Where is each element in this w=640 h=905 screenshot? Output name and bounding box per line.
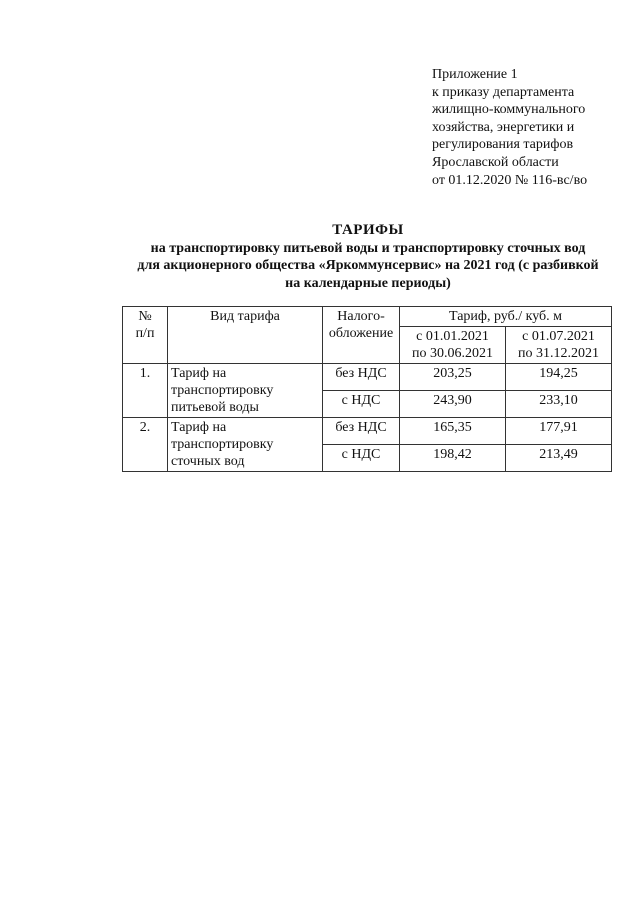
document-title — [108, 222, 628, 292]
row-num: 1. — [123, 364, 168, 418]
row-kind — [168, 364, 323, 418]
table-row — [123, 418, 612, 445]
row-value: 198,42 — [400, 445, 506, 472]
kind-line: Тариф на — [171, 420, 227, 435]
appendix-line: хозяйства, энергетики и — [432, 119, 575, 135]
title-line: на транспортировку питьевой воды и транспортировку сточных вод — [150, 240, 586, 256]
row-value: 243,90 — [400, 391, 506, 418]
appendix-line: к приказу департамента — [432, 84, 575, 100]
title-main: ТАРИФЫ — [332, 222, 404, 238]
appendix-block — [432, 66, 587, 189]
row-tax-label: без НДС — [323, 418, 400, 445]
period-line: по 30.06.2021 — [412, 346, 493, 361]
header-tax-line: Налого- — [337, 309, 385, 324]
header-tax-line: обложение — [328, 326, 394, 341]
row-kind — [168, 418, 323, 472]
appendix-line: жилищно-коммунального — [432, 102, 586, 118]
title-line: на календарные периоды) — [285, 275, 451, 291]
tariffs-table — [122, 306, 612, 472]
row-value: 203,25 — [400, 364, 506, 391]
kind-line: питьевой воды — [171, 400, 259, 415]
header-num — [123, 307, 168, 364]
header-num-line: п/п — [135, 326, 155, 341]
row-value: 165,35 — [400, 418, 506, 445]
header-period-2 — [506, 327, 612, 364]
period-line: с 01.01.2021 — [416, 329, 489, 344]
table-header-row — [123, 307, 612, 327]
header-num-line: № — [138, 309, 152, 324]
appendix-line: от 01.12.2020 № 116-вс/во — [432, 172, 588, 188]
row-num: 2. — [123, 418, 168, 472]
header-tariff: Тариф, руб./ куб. м — [400, 307, 612, 327]
kind-line: транспортировку — [171, 383, 274, 398]
row-tax-label: с НДС — [323, 445, 400, 472]
appendix-line: Приложение 1 — [432, 67, 518, 82]
period-line: по 31.12.2021 — [518, 346, 599, 361]
table-row — [123, 364, 612, 391]
period-line: с 01.07.2021 — [522, 329, 595, 344]
row-tax-label: с НДС — [323, 391, 400, 418]
header-period-1 — [400, 327, 506, 364]
kind-line: сточных вод — [171, 454, 245, 469]
header-tax — [323, 307, 400, 364]
kind-line: Тариф на — [171, 366, 227, 381]
row-tax-label: без НДС — [323, 364, 400, 391]
title-line: для акционерного общества «Яркоммунсервис» на 2021 год (с разбивкой — [137, 258, 599, 273]
row-value: 233,10 — [506, 391, 612, 418]
appendix-line: регулирования тарифов — [432, 137, 574, 153]
header-kind: Вид тарифа — [168, 307, 323, 364]
kind-line: транспортировку — [171, 437, 274, 452]
row-value: 194,25 — [506, 364, 612, 391]
row-value: 177,91 — [506, 418, 612, 445]
row-value: 213,49 — [506, 445, 612, 472]
appendix-line: Ярославской области — [432, 154, 559, 170]
